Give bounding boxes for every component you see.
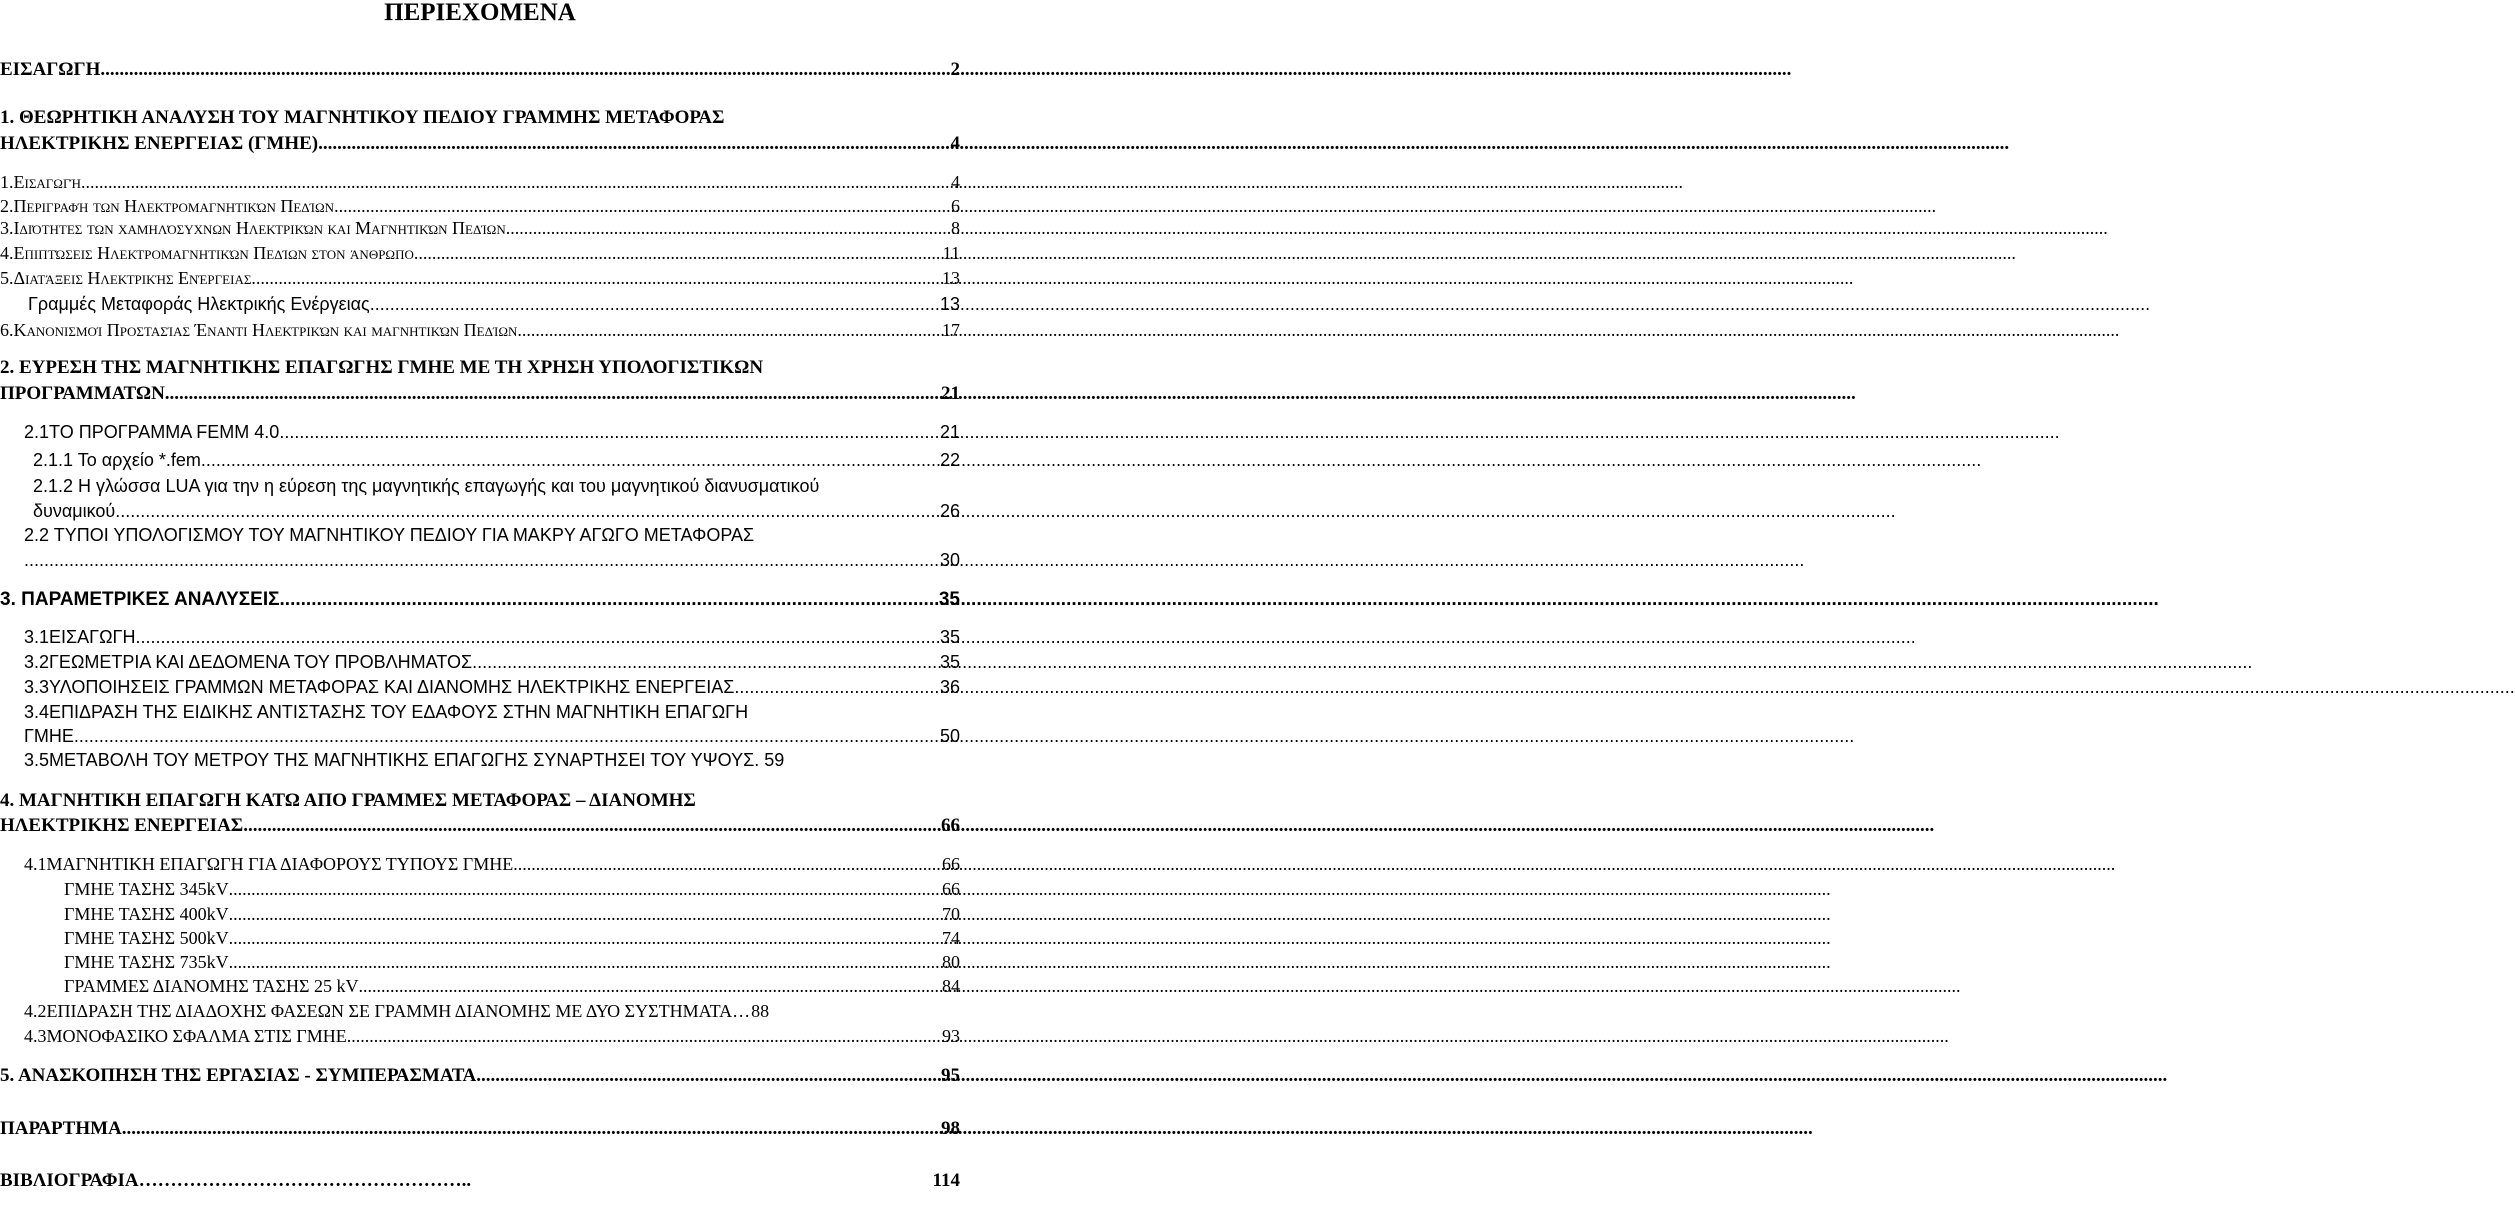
toc-entry-4-2[interactable] (0, 999, 960, 1023)
toc-entry-bibliography[interactable] (0, 1169, 960, 1193)
toc-entry-text: δυναμικού (33, 501, 116, 521)
toc-entry-text: 6.Κανονισμοί Προστασίας Έναντι Ηλεκτρικών και μαγνητικών Πεδίων (0, 320, 518, 340)
toc-page-number: 13 (939, 294, 960, 314)
toc-page-number: 80 (942, 952, 960, 972)
toc-entry-text: 4.3ΜΟΝΟΦΑΣΙΚΟ ΣΦΑΛΜΑ ΣΤΙΣ ΓΜΗΕ (24, 1026, 347, 1046)
toc-entry-4-1b[interactable] (0, 902, 960, 926)
toc-page-number: 4 (951, 172, 960, 192)
toc-page-number: 66 (941, 815, 960, 836)
toc-entry-text: 3.Ιδιότητες των χαμηλόσυχνων Ηλεκτρικών και Μαγνητικών Πεδίων (0, 218, 506, 238)
toc-entry-4-1a[interactable] (0, 877, 960, 901)
toc-entry-3-4[interactable] (0, 724, 960, 748)
toc-entry-text: 1.Εισαγωγή (0, 172, 81, 192)
toc-page-number: 59 (764, 750, 785, 770)
toc-entry-text: 4.1ΜΑΓΝΗΤΙΚΗ ΕΠΑΓΩΓΗ ΓΙΑ ΔΙΑΦΟΡΟΥΣ ΤΥΠΟΥΣ ΓΜΗΕ (24, 854, 514, 874)
toc-entry-text: 3.4ΕΠΙΔΡΑΣΗ ΤΗΣ ΕΙΔΙΚΗΣ ΑΝΤΙΣΤΑΣΗΣ ΤΟΥ ΕΔΑΦΟΥΣ ΣΤΗΝ ΜΑΓΝΗΤΙΚΗ ΕΠΑΓΩΓΗ (24, 702, 749, 722)
toc-chapter2-line1 (0, 356, 960, 380)
toc-entry-text: 2.1.2 Η γλώσσα LUA για την η εύρεση της μαγνητικής επαγωγής και του μαγνητικού διανυσματικού (33, 476, 820, 496)
toc-entry-text: ΒΙΒΛΙΟΓΡΑΦΙΑ…………………………………………….. (0, 1170, 472, 1191)
toc-entry-text: 3. ΠΑΡΑΜΕΤΡΙΚΕΣ ΑΝΑΛΥΣΕΙΣ (0, 589, 280, 610)
toc-entry-3-3[interactable] (0, 675, 960, 699)
toc-page-number: 88 (751, 1001, 770, 1021)
toc-entry-text: 3.3ΥΛΟΠΟΙΗΣΕΙΣ ΓΡΑΜΜΩΝ ΜΕΤΑΦΟΡΑΣ ΚΑΙ ΔΙΑΝΟΜΗΣ ΗΛΕΚΤΡΙΚΗΣ ΕΝΕΡΓΕΙΑΣ (24, 677, 735, 697)
toc-entry-text: ΓΜΗΕ ΤΑΣΗΣ 500kV (64, 928, 229, 948)
toc-entry-2-1[interactable] (0, 420, 960, 444)
toc-entry-2-1-2-line1 (33, 474, 960, 498)
toc-entry-ch4[interactable] (0, 814, 960, 838)
toc-page-number: 98 (941, 1118, 960, 1139)
toc-entry-text: ΠΑΡΑΡΤΗΜΑ (0, 1118, 122, 1139)
toc-entry-text: ΓΜΗΕ ΤΑΣΗΣ 735kV (64, 952, 229, 972)
toc-page-number: 66 (942, 879, 960, 899)
toc-entry-text: 5. ΑΝΑΣΚΟΠΗΣΗ ΤΗΣ ΕΡΓΑΣΙΑΣ - ΣΥΜΠΕΡΑΣΜΑΤΑ (0, 1065, 477, 1086)
toc-chapter1-line1 (0, 106, 960, 130)
toc-chapter4-line1 (0, 789, 960, 813)
toc-page-number: 21 (941, 383, 960, 404)
toc-entry-4-1[interactable] (0, 852, 960, 876)
toc-entry-1-3[interactable] (0, 216, 960, 240)
toc-page-number: 35 (938, 589, 960, 610)
toc-entry-4-1c[interactable] (0, 926, 960, 950)
toc-entry-text: 4.Επιπτώσεις Ηλεκτρομαγνητικών Πεδίων στον άνθρωπο (0, 243, 414, 263)
toc-page-number: 2 (950, 59, 960, 80)
toc-entry-text: Γραμμές Μεταφοράς Ηλεκτρικής Ενέργειας (28, 294, 370, 314)
toc-entry-text: 4.2ΕΠΙΔΡΑΣΗ ΤΗΣ ΔΙΑΔΟΧΗΣ ΦΑΣΕΩΝ ΣΕ ΓΡΑΜΜΗ ΔΙΑΝΟΜΗΣ ΜΕ ΔΥΟ ΣΥΣΤΗΜΑΤΑ… (24, 1001, 751, 1021)
toc-entry-3-2[interactable] (0, 650, 960, 674)
toc-entry-ch3[interactable] (0, 588, 960, 612)
toc-entry-text: 2.2 ΤΥΠΟΙ ΥΠΟΛΟΓΙΣΜΟΥ ΤΟΥ ΜΑΓΝΗΤΙΚΟΥ ΠΕΔΙΟΥ ΓΙΑ ΜΑΚΡΥ ΑΓΩΓΟ ΜΕΤΑΦΟΡΑΣ (24, 525, 755, 545)
toc-entry-ch1[interactable] (0, 132, 960, 156)
toc-page-number: 8 (951, 218, 960, 238)
toc-entry-1-5[interactable] (0, 266, 960, 290)
toc-entry-ch5[interactable] (0, 1064, 960, 1088)
toc-entry-text: 3.2ΓΕΩΜΕΤΡΙΑ ΚΑΙ ΔΕΔΟΜΕΝΑ ΤΟΥ ΠΡΟΒΛΗΜΑΤΟΣ (24, 652, 473, 672)
toc-page-number: 4 (950, 133, 960, 154)
toc-entry-1-6[interactable] (0, 318, 960, 342)
toc-page-number: 70 (942, 904, 960, 924)
toc-entry-text: 2.Περιγραφή των Ηλεκτρομαγνητικών Πεδίων (0, 196, 335, 216)
toc-page-number: 22 (939, 450, 960, 470)
toc-entry-text: 1. ΘΕΩΡΗΤΙΚΗ ΑΝΑΛΥΣΗ ΤΟΥ ΜΑΓΝΗΤΙΚΟΥ ΠΕΔΙΟΥ ΓΡΑΜΜΗΣ ΜΕΤΑΦΟΡΑΣ (0, 107, 725, 128)
toc-page-number: 74 (942, 928, 960, 948)
toc-page-number: 6 (951, 196, 960, 216)
toc-entry-text: 3.5ΜΕΤΑΒΟΛΗ ΤΟΥ ΜΕΤΡΟΥ ΤΗΣ ΜΑΓΝΗΤΙΚΗΣ ΕΠΑΓΩΓΗΣ ΣΥΝΑΡΤΗΣΕΙ ΤΟΥ ΥΨΟΥΣ. (24, 750, 760, 770)
toc-entry-4-1d[interactable] (0, 950, 960, 974)
toc-page-number: 26 (939, 501, 960, 521)
toc-entry-text: 3.1ΕΙΣΑΓΩΓΗ (24, 627, 136, 647)
toc-entry-text: ΓΜΗΕ ΤΑΣΗΣ 345kV (64, 879, 229, 899)
toc-entry-1-4[interactable] (0, 241, 960, 265)
toc-page-number: 13 (942, 268, 960, 288)
toc-page-number: 11 (942, 243, 960, 263)
toc-entry-1-2[interactable] (0, 194, 960, 218)
toc-page-number: 114 (932, 1170, 960, 1191)
toc-entry-appendix[interactable] (0, 1117, 960, 1141)
toc-entry-2-1-1[interactable] (0, 448, 960, 472)
toc-page-number: 17 (942, 320, 960, 340)
toc-entry-1-1[interactable] (0, 170, 960, 194)
toc-page-number: 36 (939, 677, 960, 697)
toc-entry-text: 4. ΜΑΓΝΗΤΙΚΗ ΕΠΑΓΩΓΗ ΚΑΤΩ ΑΠΟ ΓΡΑΜΜΕΣ ΜΕΤΑΦΟΡΑΣ – ΔΙΑΝΟΜΗΣ (0, 790, 696, 811)
toc-page-number: 21 (939, 422, 960, 442)
toc-page-number: 93 (942, 1026, 960, 1046)
toc-entry-text: ΕΙΣΑΓΩΓΗ (0, 59, 101, 80)
toc-page-number: 35 (939, 627, 960, 647)
toc-entry-intro[interactable] (0, 58, 960, 82)
toc-entry-4-1e[interactable] (0, 974, 960, 998)
toc-entry-2-2-line1 (24, 523, 960, 547)
toc-entry-4-3[interactable] (0, 1024, 960, 1048)
toc-entry-text: 5.Διατάξεις Ηλεκτρικής Ενέργειας (0, 268, 252, 288)
toc-entry-ch2[interactable] (0, 382, 960, 406)
toc-page (0, 0, 960, 1229)
page-title: ΠΕΡΙΕΧΟΜΕΝΑ (384, 0, 576, 26)
toc-entry-text: ΓΜΗΕ ΤΑΣΗΣ 400kV (64, 904, 229, 924)
toc-page-number: 84 (942, 976, 960, 996)
toc-page-number: 30 (939, 550, 960, 570)
toc-page-number: 50 (939, 726, 960, 746)
toc-page-number: 66 (942, 854, 960, 874)
toc-entry-text: 2. ΕΥΡΕΣΗ ΤΗΣ ΜΑΓΝΗΤΙΚΗΣ ΕΠΑΓΩΓΗΣ ΓΜΗΕ ΜΕ ΤΗ ΧΡΗΣΗ ΥΠΟΛΟΓΙΣΤΙΚΩΝ (0, 357, 764, 378)
toc-entry-2-1-2[interactable] (0, 499, 960, 523)
toc-entry-text: ΠΡΟΓΡΑΜΜΑΤΩΝ (0, 383, 165, 404)
toc-entry-3-4-line1 (24, 700, 960, 724)
toc-entry-2-2[interactable] (0, 548, 960, 572)
toc-page-number: 95 (941, 1065, 960, 1086)
toc-entry-text: ΓΡΑΜΜΕΣ ΔΙΑΝΟΜΗΣ ΤΑΣΗΣ 25 kV (64, 976, 359, 996)
toc-entry-3-5[interactable] (0, 748, 960, 772)
toc-entry-1-5a[interactable] (0, 292, 960, 316)
toc-entry-text: ΓΜΗΕ (24, 726, 74, 746)
toc-page-number: 35 (939, 652, 960, 672)
toc-entry-text: 2.1ΤΟ ΠΡΟΓΡΑΜΜΑ FEMM 4.0 (24, 422, 280, 442)
toc-entry-text: ΗΛΕΚΤΡΙΚΗΣ ΕΝΕΡΓΕΙΑΣ (ΓΜΗΕ) (0, 133, 319, 154)
toc-entry-text: 2.1.1 Το αρχείο *.fem (33, 450, 201, 470)
toc-entry-3-1[interactable] (0, 625, 960, 649)
toc-entry-text: ΗΛΕΚΤΡΙΚΗΣ ΕΝΕΡΓΕΙΑΣ (0, 815, 244, 836)
